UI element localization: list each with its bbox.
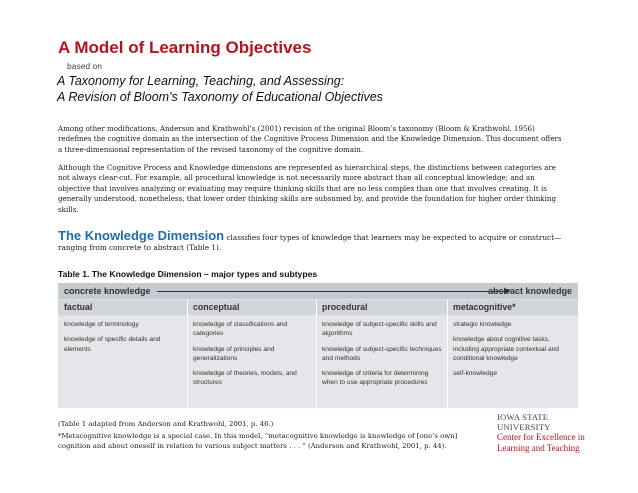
hierarchy-paragraph: Although the Cognitive Process and Knowledge dimensions are represented as hierarchical steps, the distinctions between categories are not always clear-cut. For example, all procedural knowledge is not necessarily more abstract than all conceptual knowledge; and an objective that involves analyzing or evaluating may require thinking skills that are no less complex than one that involves creating. It is generally understood, nonetheless, that lower order thinking skills are subsumed by, and provide the foundation for higher order thinking skills.: [58, 163, 556, 214]
list-item: knowledge of theories, models, and structures: [193, 370, 297, 387]
column-header-procedural: procedural: [322, 302, 368, 312]
cell-conceptual: [193, 320, 315, 394]
table-caption: Table 1. The Knowledge Dimension – major types and subtypes: [58, 269, 318, 279]
list-item: knowledge about cognitive tasks, including appropriate contextual and conditional knowledge: [453, 336, 559, 362]
axis-label-concrete: concrete knowledge: [64, 286, 151, 296]
column-header-factual: factual: [64, 302, 93, 312]
knowledge-table: [58, 283, 578, 408]
column-divider: [316, 300, 317, 408]
column-header-conceptual: conceptual: [193, 302, 240, 312]
list-item: knowledge of principles and generalizations: [193, 345, 275, 362]
column-header-metacognitive: metacognitive*: [453, 302, 516, 312]
logo-university-name: IOWA STATE UNIVERSITY: [497, 412, 551, 432]
page-title: A Model of Learning Objectives: [58, 38, 312, 57]
metacognitive-footnote: *Metacognitive knowledge is a special case. In this model, “metacognitive knowledge is knowledge of [one’s own] cognition and about oneself in relation to various subject matters . . . ” (Anderson and Krathwohl, 2001, p. 44).: [58, 432, 458, 450]
intro-paragraph: Among other modifications, Anderson and Krathwohl’s (2001) revision of the original Bloom’s taxonomy (Bloom & Krathwohl, 1956) redefines the cognitive domain as the intersection of the Cognitive Process Dimension and the Knowledge Dimension. This document offers a three-dimensional representation of the revised taxonomy of the cognitive domain.: [58, 124, 562, 154]
knowledge-dimension-text: classifies four types of knowledge that learners may be expected to acquire or construct—ranging from concrete to abstract (Table 1).: [58, 233, 562, 252]
list-item: knowledge of terminology: [64, 321, 139, 328]
column-divider: [187, 300, 188, 408]
cell-procedural: [322, 320, 444, 394]
table-source-note: (Table 1 adapted from Anderson and Krathwohl, 2001, p. 46.): [58, 420, 274, 428]
based-on-label: based on: [67, 61, 102, 71]
table-body-row: [58, 316, 578, 408]
cell-metacognitive: [453, 320, 575, 384]
knowledge-dimension-heading: The Knowledge Dimension: [58, 228, 225, 243]
subtitle-line-2: A Revision of Bloom's Taxonomy of Educational Objectives: [57, 90, 383, 104]
list-item: knowledge of subject-specific skills and algorithms: [322, 321, 437, 338]
list-item: self-knowledge: [453, 370, 497, 378]
table-header-row: [58, 300, 578, 315]
list-item: strategic knowledge: [453, 321, 512, 328]
knowledge-dimension-intro: [58, 228, 578, 253]
logo-center-line-1: Center for Excellence in: [497, 432, 585, 442]
axis-arrow-line: [157, 291, 507, 292]
knowledge-axis: [58, 283, 578, 299]
cell-factual: [64, 320, 186, 360]
list-item: knowledge of specific details and elements: [64, 336, 161, 353]
subtitle-line-1: A Taxonomy for Learning, Teaching, and Assessing:: [57, 74, 345, 88]
isu-celt-logo: [497, 412, 587, 453]
list-item: knowledge of classifications and categories: [193, 321, 288, 338]
column-divider: [447, 300, 448, 408]
list-item: knowledge of subject-specific techniques and methods: [322, 345, 442, 362]
axis-label-abstract: abstract knowledge: [487, 286, 572, 296]
logo-center-line-2: Learning and Teaching: [497, 442, 580, 453]
list-item: knowledge of criteria for determining when to use appropriate procedures: [322, 370, 429, 387]
subtitle: [57, 73, 383, 105]
